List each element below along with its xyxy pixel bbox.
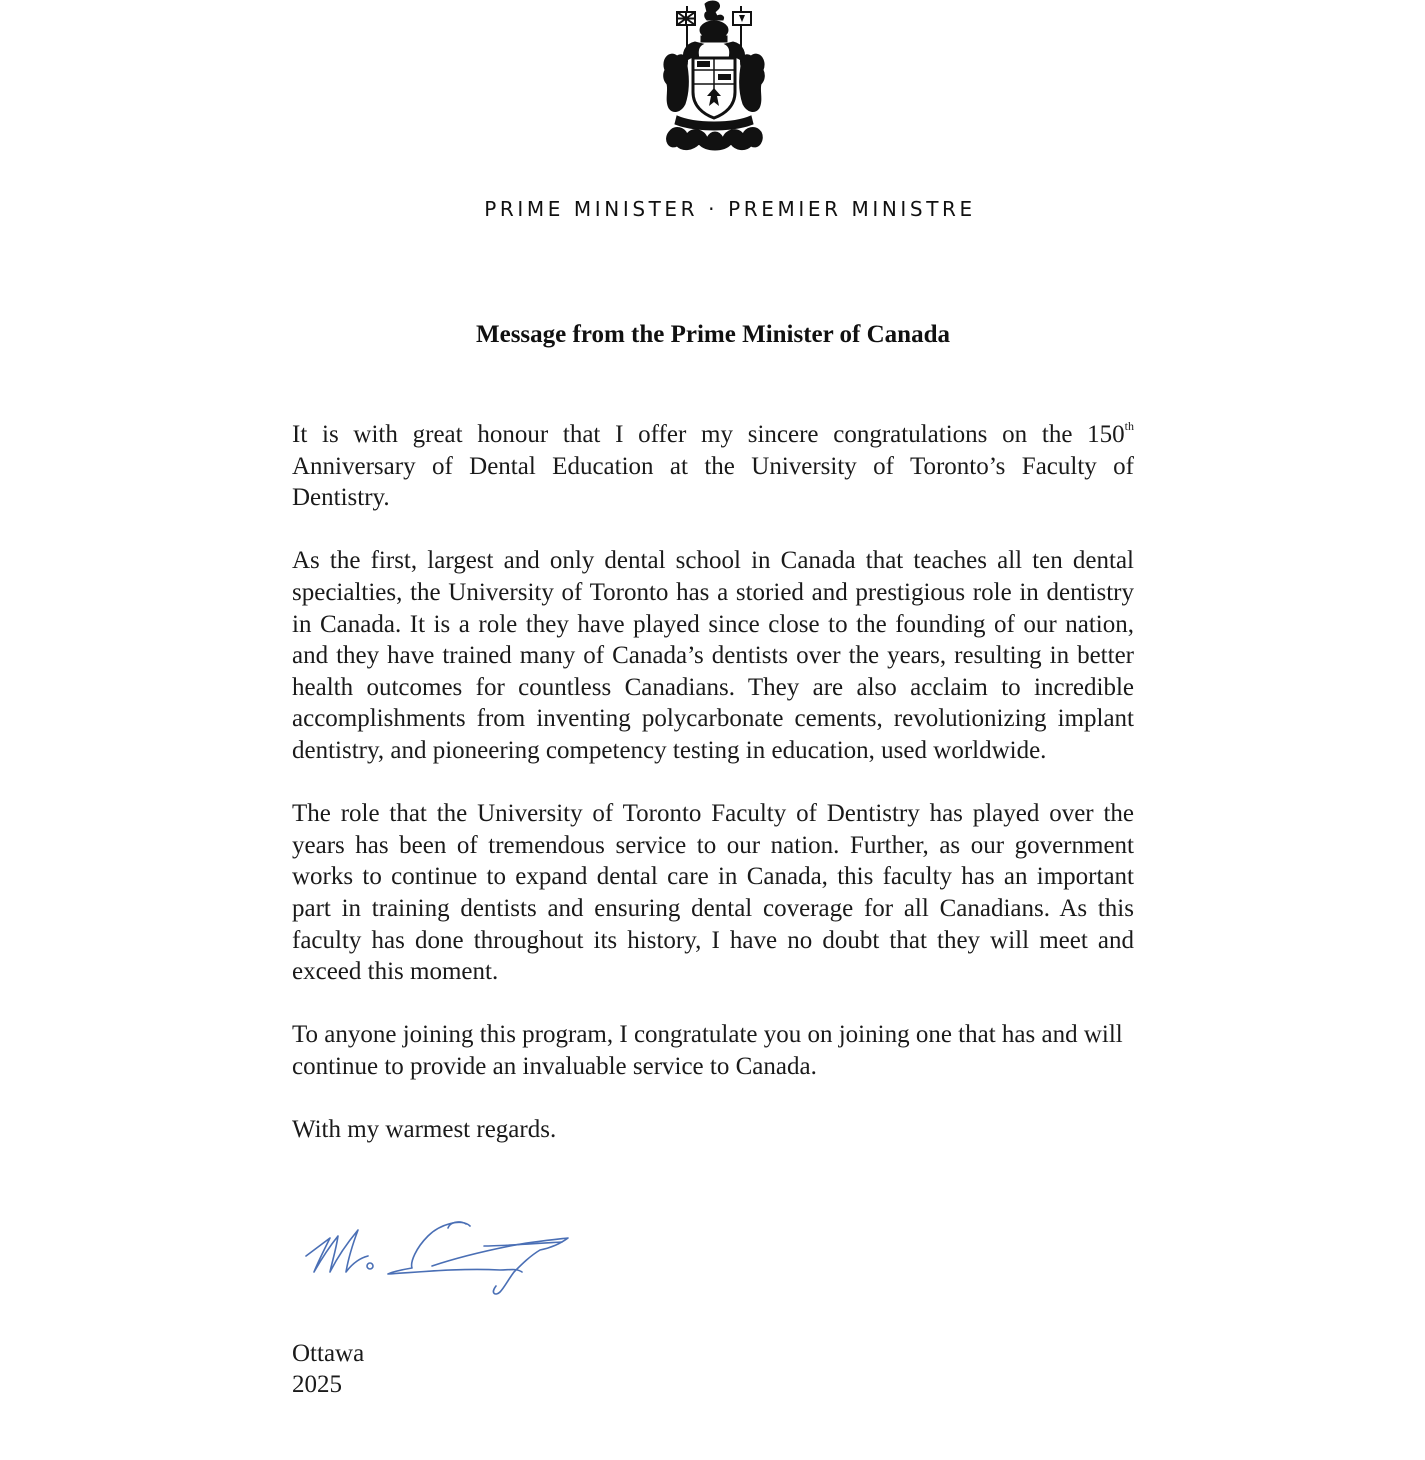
letterhead xyxy=(300,197,1160,221)
paragraph-4: To anyone joining this program, I congratulate you on joining one that has and will continue to provide an invaluable service to Canada. xyxy=(292,1021,1123,1080)
letterhead-separator: · xyxy=(708,197,719,221)
letter-title: Message from the Prime Minister of Canada xyxy=(476,321,950,348)
paragraph-1-start: It is with great honour that I offer my sincere congratulations on the 150 xyxy=(292,421,1125,448)
ordinal-suffix: th xyxy=(1124,419,1134,433)
closing-line: With my warmest regards. xyxy=(292,1116,557,1144)
place-and-date xyxy=(292,1338,364,1400)
paragraph-1 xyxy=(292,419,1134,514)
paragraph-2: As the first, largest and only dental school in Canada that teaches all ten dental specialties, the University of Toronto has a storied and prestigious role in dentistry in Canada. It is a role they have played since close to the founding of our nation, and they have trained many of Canada’s dentists over the years, resulting in better health outcomes for countless Canadians. They are also acclaim to incredible accomplishments from inventing polycarbonate cements, revolutionizing implant dentistry, and pioneering competency testing in education, used worldwide. xyxy=(292,547,1134,764)
office-title-en: PRIME MINISTER xyxy=(484,197,699,221)
letter-body xyxy=(292,419,1134,1177)
coat-of-arms-icon xyxy=(655,0,773,152)
office-title-fr: PREMIER MINISTRE xyxy=(728,197,976,221)
place: Ottawa xyxy=(292,1340,365,1367)
paragraph-1-end: Anniversary of Dental Education at the University of Toronto’s Faculty of Dentistry. xyxy=(292,452,1134,512)
year: 2025 xyxy=(292,1371,342,1398)
signature-icon xyxy=(300,1210,580,1300)
paragraph-3: The role that the University of Toronto Faculty of Dentistry has played over the years has been of tremendous service to our nation. Further, as our government works to continue to expand dental care in Canada, this faculty has an important part in training dentists and ensuring dental coverage for all Canadians. As this faculty has done throughout its history, I have no doubt that they will meet and exceed this moment. xyxy=(292,800,1134,986)
